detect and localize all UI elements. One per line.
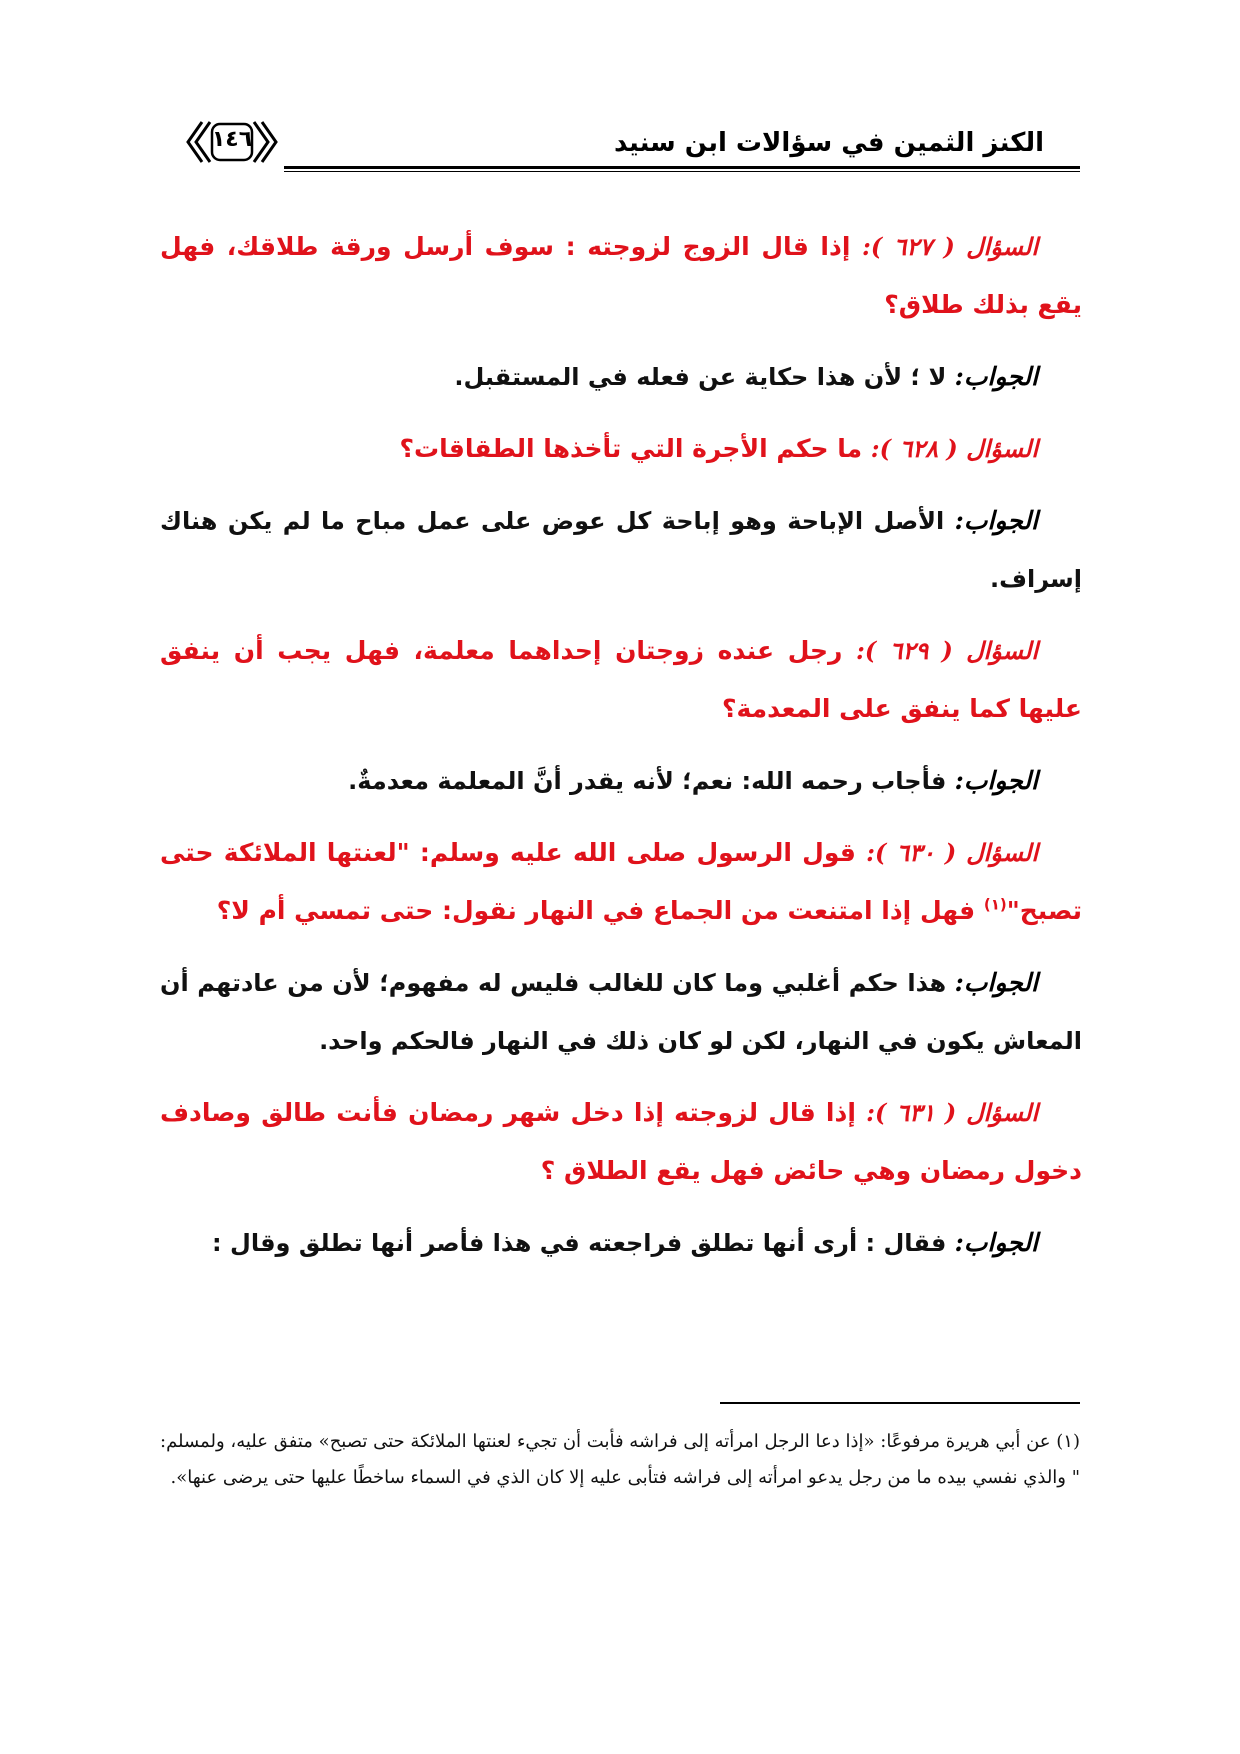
question-label: السؤال ( ٦٣١ ): [866,1098,1038,1127]
answer-text: فقال : أرى أنها تطلق فراجعته في هذا فأصر أنها تطلق وقال : [212,1229,955,1257]
question-text: إذا قال لزوجته إذا دخل شهر رمضان فأنت طالق وصادف دخول رمضان وهي حائض فهل يقع الطلاق ؟ [160,1098,1082,1185]
answer-text: فأجاب رحمه الله: نعم؛ لأنه يقدر أنَّ المعلمة معدمةٌ. [348,767,955,795]
question-629 [160,622,1082,738]
answer-label: الجواب: [954,506,1038,535]
answer-631 [160,1214,1082,1272]
question-label: السؤال ( ٦٢٨ ): [870,434,1038,463]
answer-label: الجواب: [954,1228,1038,1257]
answer-label: الجواب: [954,968,1038,997]
question-text: إذا قال الزوج لزوجته : سوف أرسل ورقة طلاقك، فهل يقع بذلك طلاق؟ [160,232,1082,319]
book-title: الكنز الثمين في سؤالات ابن سنيد [613,128,1044,158]
footnote: (١) عن أبي هريرة مرفوعًا: «إذا دعا الرجل امرأته إلى فراشه فأبت أن تجيء لعنتها الملائكة حتى تصبح» متفق عليه، ولمسلم: " والذي نفسي بيده ما من رجل يدعو امرأته إلى فراشه فتأبى عليه إلا كان الذي في السماء ساخطًا عليها حتى يرضى عنها». [160,1431,1080,1488]
question-text: ما حكم الأجرة التي تأخذها الطقاقات؟ [399,434,871,463]
question-text: قول الرسول صلى الله عليه وسلم: "لعنتها الملائكة حتى تصبح" [160,838,1082,925]
footnote-divider [720,1402,1080,1404]
answer-text: لا ؛ لأن هذا حكاية عن فعله في المستقبل. [454,363,955,391]
answer-627 [160,348,1082,406]
question-text: رجل عنده زوجتان إحداهما معلمة، فهل يجب أن ينفق عليها كما ينفق على المعدمة؟ [160,636,1082,723]
question-628 [160,420,1082,478]
answer-629 [160,752,1082,810]
page-header [160,100,1080,176]
answer-label: الجواب: [954,766,1038,795]
header-divider [284,166,1080,169]
question-630 [160,824,1082,940]
question-627 [160,218,1082,334]
answer-text: هذا حكم أغلبي وما كان للغالب فليس له مفهوم؛ لأن من عادتهم أن المعاش يكون في النهار، لكن لو كان ذلك في النهار فالحكم واحد. [160,969,1082,1055]
answer-630 [160,954,1082,1070]
question-label: السؤال ( ٦٣٠ ): [866,838,1038,867]
question-text-continued: فهل إذا امتنعت من الجماع في النهار نقول: حتى تمسي أم لا؟ [216,896,984,925]
answer-628 [160,492,1082,608]
page-number-frame [184,118,280,166]
answer-text: الأصل الإباحة وهو إباحة كل عوض على عمل مباح ما لم يكن هناك إسراف. [160,507,1082,593]
footnote-reference[interactable]: (١) [983,895,1007,914]
question-label: السؤال ( ٦٢٩ ): [856,636,1039,665]
question-631 [160,1084,1082,1200]
question-label: السؤال ( ٦٢٧ ): [862,232,1038,261]
qa-content [160,218,1082,1286]
page-number: ١٤٦ [211,127,253,152]
header-divider-thin [284,171,1080,172]
answer-label: الجواب: [954,362,1038,391]
